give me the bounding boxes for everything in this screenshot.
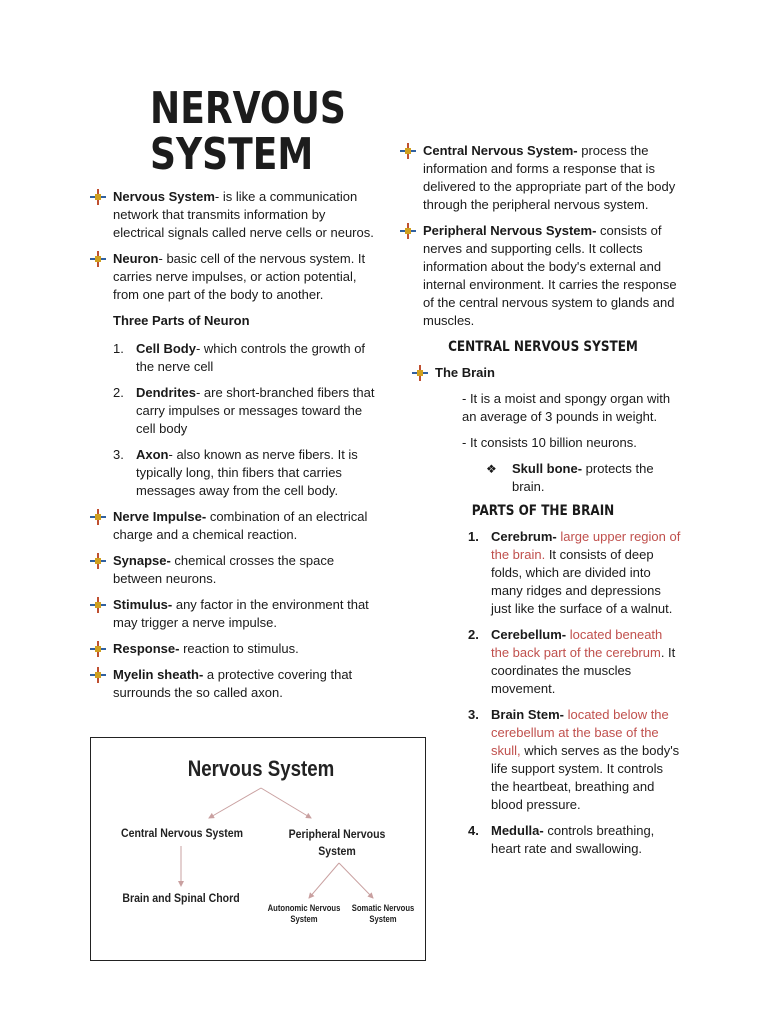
arrow-to-pns xyxy=(261,788,311,818)
list-item: Nervous System- is like a communication network that transmits information by electrical signals called nerve cells or neuros. xyxy=(88,188,378,242)
diagram-title: Nervous System xyxy=(187,756,335,781)
cns-node: Central Nervous System xyxy=(120,826,244,840)
right-column xyxy=(398,142,688,866)
list-item: 3. Axon- also known as nerve fibers. It is typically long, thin fibers that carries messages away from the cell body. xyxy=(113,447,358,498)
pin-bullet-icon xyxy=(90,553,106,569)
numbered-list xyxy=(468,528,683,858)
list-item: 2. Dendrites- are short-branched fibers that carry impulses or messages toward the cell body xyxy=(113,385,375,436)
list-item: 1. Cerebrum- large upper region of the brain. It consists of deep folds, which are divided into many ridges and depressions just like the surface of a walnut. xyxy=(468,529,681,616)
list-item: 4. Medulla- controls breathing, heart rate and swallowing. xyxy=(468,823,655,856)
pin-bullet-icon xyxy=(90,189,106,205)
term: Nervous System xyxy=(113,189,215,204)
arrow-to-somatic xyxy=(339,863,373,898)
page-title: NERVOUS SYSTEM xyxy=(150,83,346,180)
pin-bullet-icon xyxy=(400,223,416,239)
somatic-node: Somatic Nervous System xyxy=(351,903,415,924)
left-column xyxy=(88,188,378,710)
arrow-to-autonomic xyxy=(309,863,339,898)
list-item: Synapse- chemical crosses the space between neurons. xyxy=(88,552,378,588)
list-item: Stimulus- any factor in the environment that may trigger a nerve impulse. xyxy=(88,596,378,632)
brain-node: Brain and Spinal Chord xyxy=(122,891,240,905)
pin-bullet-icon xyxy=(400,143,416,159)
paragraph: - It consists 10 billion neurons. xyxy=(462,435,637,450)
list-item: Nerve Impulse- combination of an electrical charge and a chemical reaction. xyxy=(88,508,378,544)
section-heading: PARTS OF THE BRAIN xyxy=(471,503,615,519)
pns-node: Peripheral Nervous System xyxy=(288,827,386,858)
list-item: Response- reaction to stimulus. xyxy=(88,640,378,658)
list-item: Neuron- basic cell of the nervous system. It carries nerve impulses, or action potential, from one part of the body to another. xyxy=(88,250,378,304)
list-item: Peripheral Nervous System- consists of nerves and supporting cells. It collects information about the body's external and internal environment. It carries the response of the central nervous system to glands and muscles. xyxy=(398,222,688,330)
pin-bullet-icon xyxy=(90,251,106,267)
pin-bullet-icon xyxy=(412,365,428,381)
autonomic-node: Autonomic Nervous System xyxy=(267,903,341,924)
list-item: Myelin sheath- a protective covering that surrounds the so called axon. xyxy=(88,666,378,702)
list-item: The Brain xyxy=(410,364,688,382)
pin-bullet-icon xyxy=(90,641,106,657)
list-item: 2. Cerebellum- located beneath the back part of the cerebrum. It coordinates the muscles movement. xyxy=(468,627,676,696)
list-item: 1. Cell Body- which controls the growth of the nerve cell xyxy=(113,341,366,374)
term: Neuron xyxy=(113,251,159,266)
numbered-list xyxy=(113,340,378,500)
list-item: ❖ Skull bone- protects the brain. xyxy=(486,461,654,494)
arrow-to-cns xyxy=(209,788,261,818)
paragraph: - It is a moist and spongy organ with an average of 3 pounds in weight. xyxy=(462,391,671,424)
pin-bullet-icon xyxy=(90,667,106,683)
nervous-system-diagram xyxy=(90,737,426,961)
subheading: Three Parts of Neuron xyxy=(113,313,250,328)
list-item: 3. Brain Stem- located below the cerebellum at the base of the skull, which serves as the body's life support system. It controls the heartbeat, breathing and blood pressure. xyxy=(468,707,680,812)
list-item: Central Nervous System- process the information and forms a response that is delivered to the appropriate part of the body through the peripheral nervous system. xyxy=(398,142,688,214)
pin-bullet-icon xyxy=(90,509,106,525)
section-heading: CENTRAL NERVOUS SYSTEM xyxy=(448,339,638,355)
diamond-bullet-icon: ❖ xyxy=(486,462,497,476)
pin-bullet-icon xyxy=(90,597,106,613)
